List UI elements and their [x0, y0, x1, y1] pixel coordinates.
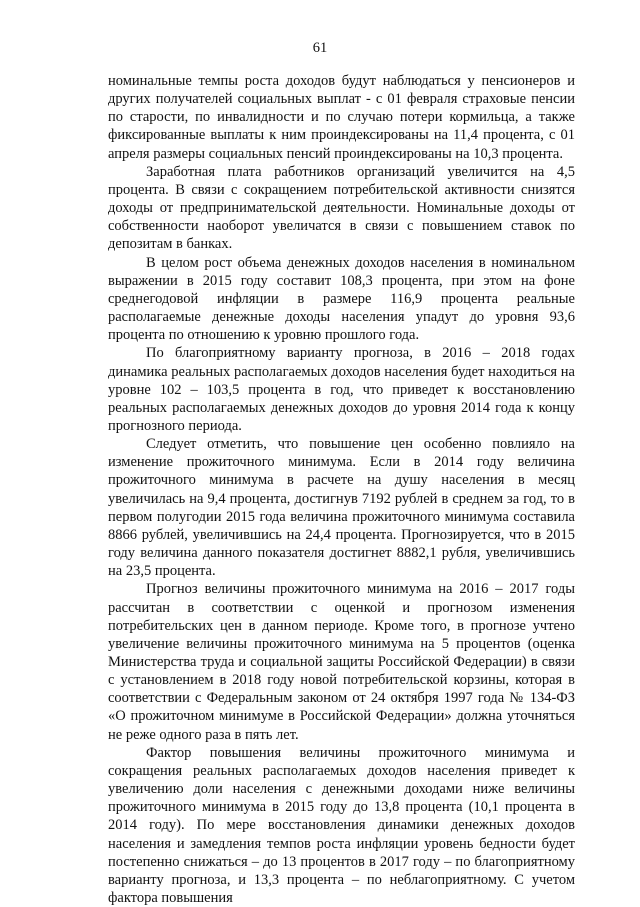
document-body [108, 72, 575, 907]
paragraph-subsistence-forecast: Прогноз величины прожиточного минимума на 2016 – 2017 годы рассчитан в соответствии с оценкой и прогнозом изменения потребительских цен в данном периоде. Кроме того, в прогнозе учтено увеличение величины прожиточного минимума на 5 процентов (оценка Министерства труда и социальной защиты Российской Федерации) в связи с установлением в 2018 году новой потребительской корзины, которая в соответствии с Федеральным законом от 24 октября 1997 года № 134-ФЗ «О прожиточном минимуме в Российской Федерации» должна уточняться не реже одного раза в пять лет. [108, 581, 575, 743]
paragraph-favorable-forecast: По благоприятному варианту прогноза, в 2016 – 2018 годах динамика реальных располагаемых доходов населения будет находиться на уровне 102 – 103,5 процента в год, что приведет к восстановлению реальных располагаемых денежных доходов до уровня 2014 года к концу прогнозного периода. [108, 345, 575, 434]
paragraph-pension-indexation: номинальные темпы роста доходов будут наблюдаться у пенсионеров и других получателей социальных выплат - с 01 февраля страховые пенсии по старости, по инвалидности и по случаю потери кормильца, а также фиксированные выплаты к ним проиндексированы на 11,4 процента, с 01 апреля размеры социальных пенсий проиндексированы на 10,3 процента. [108, 73, 575, 162]
paragraph-poverty-level: Фактор повышения величины прожиточного минимума и сокращения реальных располагаемых доходов населения приведет к увеличению доли населения с денежными доходами ниже величины прожиточного минимума в 2015 году до 13,8 процента (10,1 процента в 2014 году). По мере восстановления динамики денежных доходов населения и замедления темпов роста инфляции уровень бедности будет постепенно снижаться – до 13 процентов в 2017 году – по благоприятному варианту прогноза, и 13,3 процента – по неблагоприятному. С учетом фактора повышения [108, 744, 575, 907]
paragraph-wages: Заработная плата работников организаций увеличится на 4,5 процента. В связи с сокращением потребительской активности снизятся доходы от предпринимательской деятельности. Номинальные доходы от собственности наоборот увеличатся в связи с повышением ставок по депозитам в банках. [108, 163, 575, 253]
page-number: 61 [312, 40, 328, 56]
paragraph-subsistence-minimum: Следует отметить, что повышение цен особенно повлияло на изменение прожиточного минимума. Если в 2014 году величина прожиточного минимума в расчете на душу населения в месяц увеличилась на 9,4 процента, достигнув 7192 рублей в среднем за год, то в первом полугодии 2015 года величина прожиточного минимума составила 8866 рублей, увеличившись на 24,4 процента. Прогнозируется, что в 2015 году величина данного показателя достигнет 8882,1 рубля, увеличившись на 23,5 процента. [108, 436, 575, 580]
paragraph-income-growth: В целом рост объема денежных доходов населения в номинальном выражении в 2015 году составит 108,3 процента, при этом на фоне среднегодовой инфляции в размере 116,9 процента реальные располагаемые денежные доходы населения упадут до уровня 93,6 процента по отношению к уровню прошлого года. [108, 254, 575, 344]
